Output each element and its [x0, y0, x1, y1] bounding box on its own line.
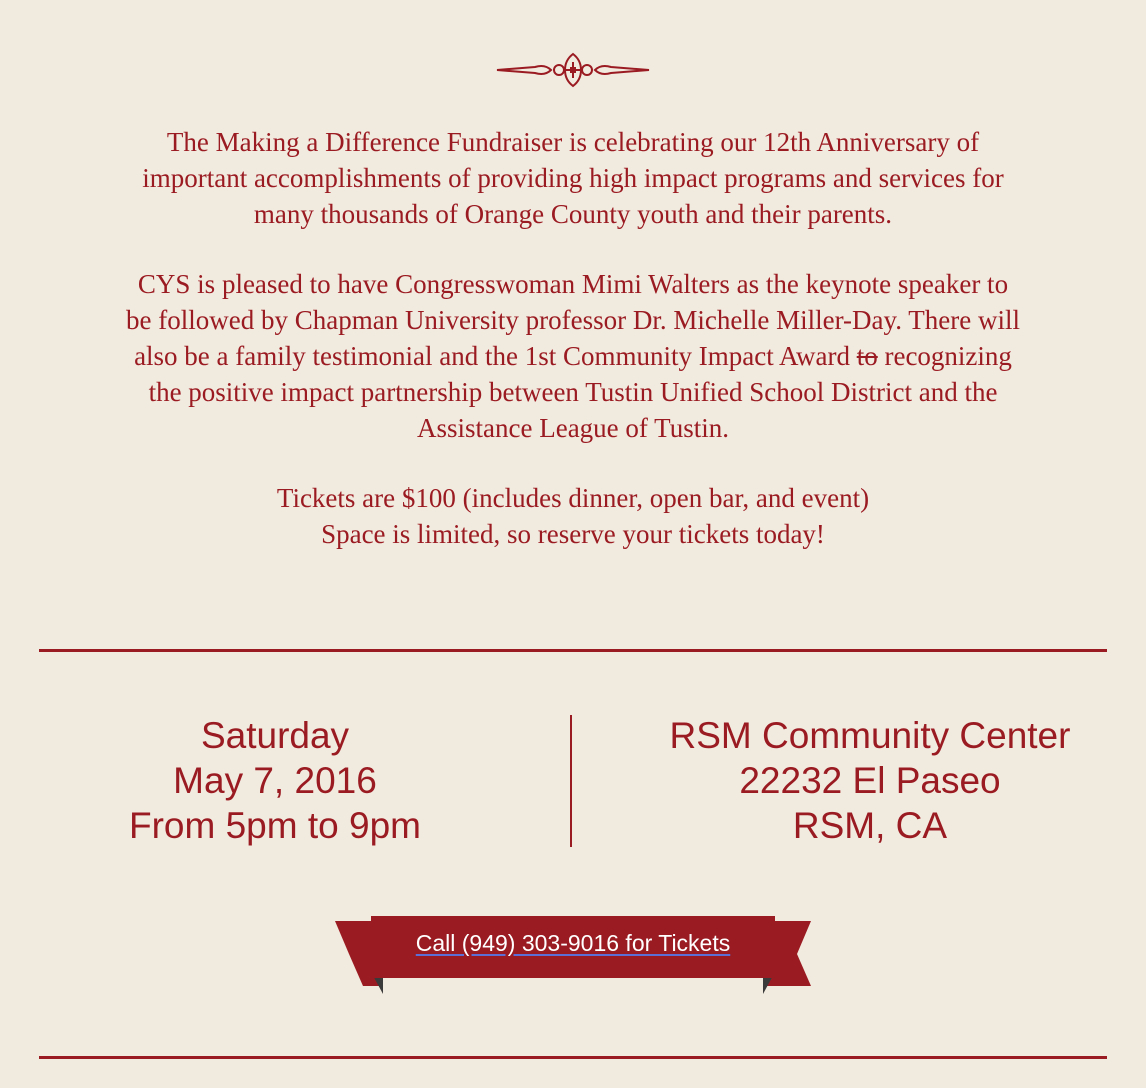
- struck-word: to: [856, 341, 878, 371]
- venue-city: RSM, CA: [792, 805, 948, 846]
- intro-line: important accomplishments of providing high impact programs and services for: [142, 163, 1004, 193]
- vertical-divider: [570, 715, 572, 847]
- speakers-line: be followed by Chapman University professor Dr. Michelle Miller-Day. There will: [126, 305, 1020, 335]
- event-datetime: [100, 713, 450, 848]
- tickets-paragraph: [30, 480, 1116, 552]
- decorative-scroll-icon: [495, 50, 651, 88]
- intro-line: The Making a Difference Fundraiser is celebrating our 12th Anniversary of: [166, 127, 980, 157]
- speakers-paragraph: [30, 266, 1116, 446]
- intro-paragraph: [30, 124, 1116, 232]
- speakers-line: [30, 338, 1116, 374]
- speakers-line-text: recognizing: [877, 341, 1012, 371]
- venue-street: 22232 El Paseo: [739, 760, 1001, 801]
- event-date: May 7, 2016: [173, 760, 377, 801]
- speakers-line: CYS is pleased to have Congresswoman Mimi Walters as the keynote speaker to: [137, 269, 1009, 299]
- event-time: From 5pm to 9pm: [129, 805, 421, 846]
- call-for-tickets-link[interactable]: Call (949) 303-9016 for Tickets: [415, 930, 731, 956]
- bottom-divider: [39, 1056, 1107, 1059]
- event-day: Saturday: [200, 715, 350, 756]
- ticket-ribbon: [335, 914, 811, 994]
- speakers-line: the positive impact partnership between Tustin Unified School District and the: [148, 377, 998, 407]
- ticket-price: Tickets are $100 (includes dinner, open bar, and event): [276, 483, 870, 513]
- top-divider: [39, 649, 1107, 652]
- speakers-line-text: also be a family testimonial and the 1st Community Impact Award: [134, 341, 857, 371]
- ticket-note: Space is limited, so reserve your tickets today!: [321, 519, 825, 549]
- speakers-line: Assistance League of Tustin.: [417, 413, 729, 443]
- venue-name: RSM Community Center: [669, 715, 1071, 756]
- event-location: [640, 713, 1100, 848]
- intro-line: many thousands of Orange County youth and their parents.: [253, 199, 893, 229]
